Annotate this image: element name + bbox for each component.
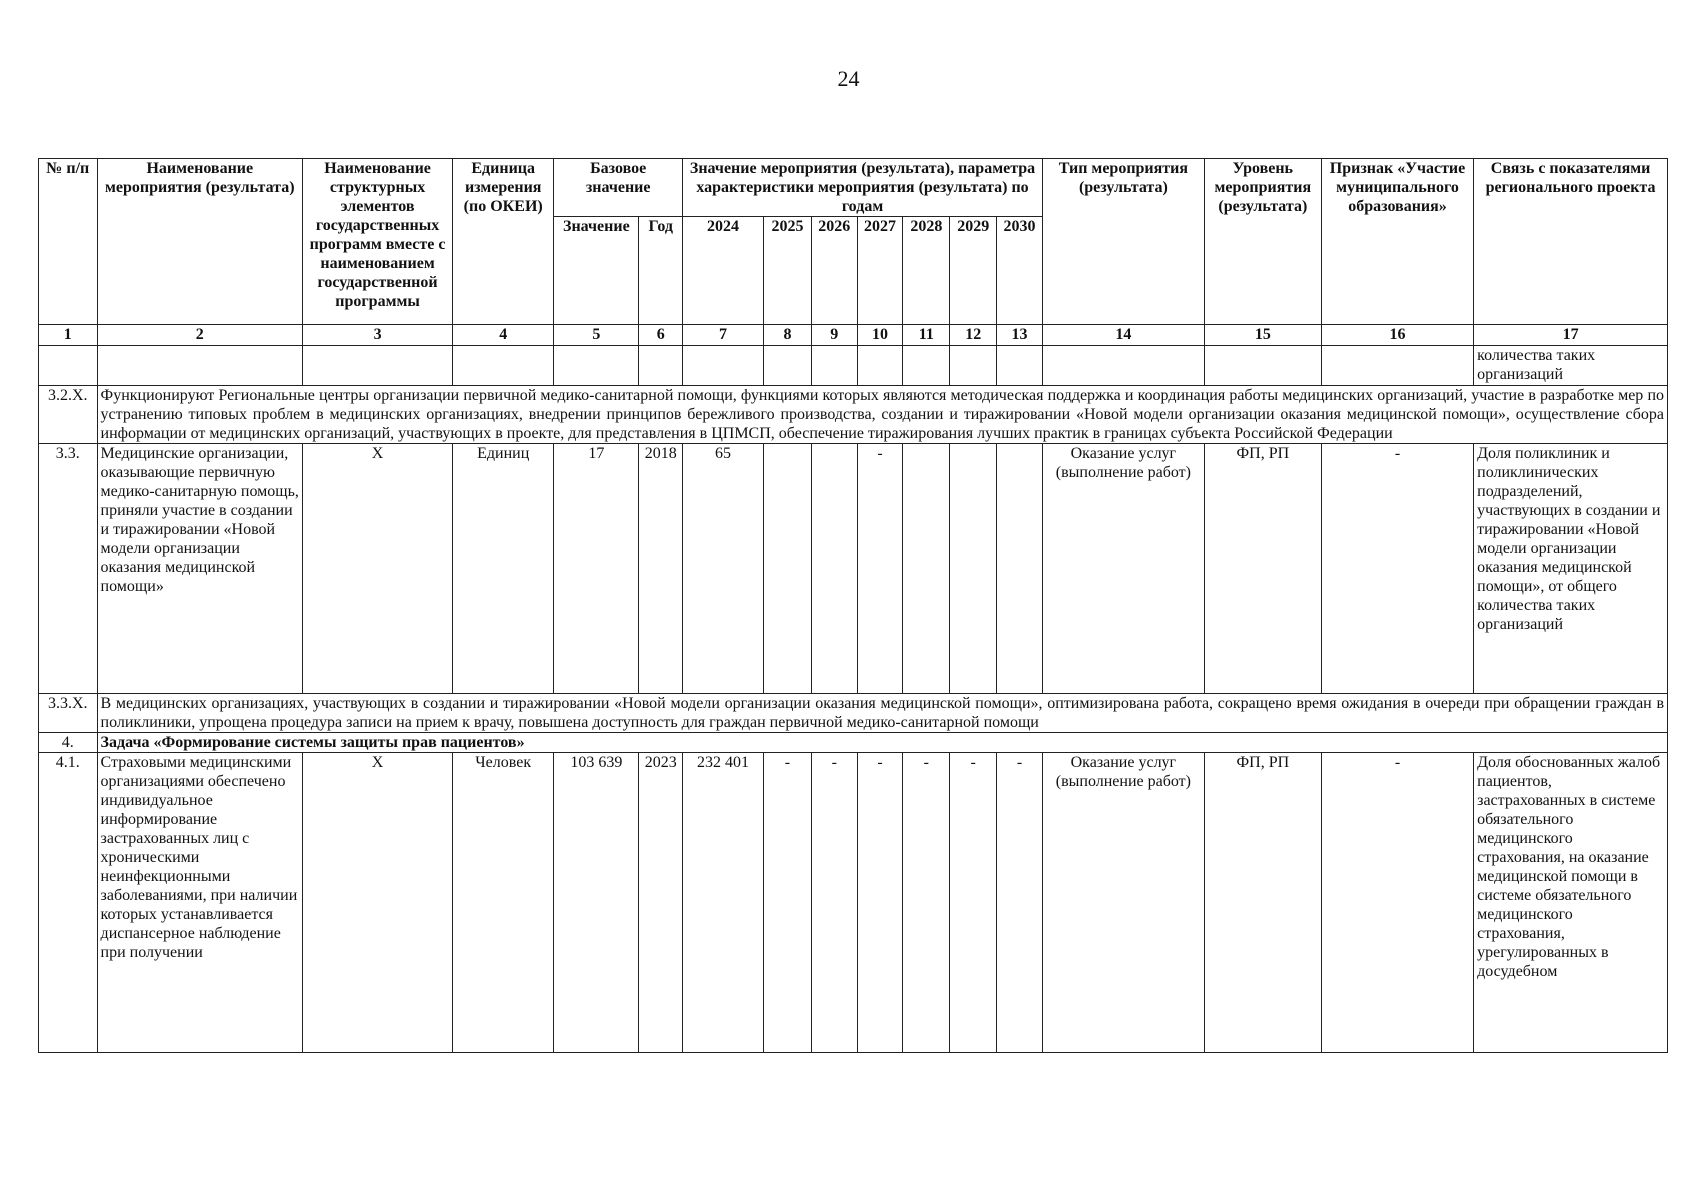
result-description: В медицинских организациях, участвующих в создании и тиражировании «Новой модели организации оказания медицинской помощи», оптимизирована работа, сокращено время ожидания в очереди при обращении граждан в поликлиники, упрощена процедура записи на прием к врачу, повышена доступность для граждан первичной медико-санитарной помощи [97,694,1667,733]
row-number: 4. [39,733,98,753]
header-link: Связь с показателями регионального проекта [1474,159,1668,325]
header-row [39,159,1668,217]
table-row [39,694,1668,733]
header-base: Базовое значение [554,159,683,217]
column-number: 6 [639,325,683,346]
header-year-2030: 2030 [997,217,1043,325]
column-number: 14 [1042,325,1204,346]
column-numbers-row [39,325,1668,346]
continuation-link: количества таких организаций [1474,346,1668,386]
table-row [39,733,1668,753]
activity-name: Медицинские организации, оказывающие первичную медико-санитарную помощь, приняли участие в создании и тиражировании «Новой модели организации оказания медицинской помощи» [97,444,302,694]
activity-type: Оказание услуг (выполнение работ) [1042,444,1204,694]
header-year-2029: 2029 [950,217,997,325]
base-value: 103 639 [554,753,639,1053]
header-municipal: Признак «Участие муниципального образования» [1321,159,1473,325]
header-year-2024: 2024 [683,217,764,325]
activity-level: ФП, РП [1204,444,1321,694]
row-number: 3.3. [39,444,98,694]
value-2030: - [997,753,1043,1053]
column-number: 1 [39,325,98,346]
municipal-flag: - [1321,753,1473,1053]
task-title: Задача «Формирование системы защиты прав пациентов» [97,733,1667,753]
activity-level: ФП, РП [1204,753,1321,1053]
table-row [39,444,1668,694]
value-2028: - [903,753,950,1053]
value-2027: - [857,444,903,694]
value-2024: 65 [683,444,764,694]
base-year: 2018 [639,444,683,694]
column-number: 10 [857,325,903,346]
column-number: 3 [303,325,453,346]
row-number: 3.3.Х. [39,694,98,733]
struct-element: Х [303,753,453,1053]
header-year-2027: 2027 [857,217,903,325]
row-number: 4.1. [39,753,98,1053]
activity-name: Страховыми медицинскими организациями обеспечено индивидуальное информирование застрахованных лиц с хроническими неинфекционными заболеваниями, при наличии которых устанавливается диспансерное наблюдение при получении [97,753,302,1053]
header-year-2026: 2026 [811,217,857,325]
page-number: 24 [837,66,860,91]
row-number: 3.2.Х. [39,386,98,444]
column-number: 7 [683,325,764,346]
unit: Единиц [453,444,554,694]
header-values-title: Значение мероприятия (результата), параметра характеристики мероприятия (результата) по годам [683,159,1043,217]
indicator-link: Доля поликлиник и поликлинических подразделений, участвующих в создании и тиражировании «Новой модели организации оказания медицинской помощи», от общего количества таких организаций [1474,444,1668,694]
header-level: Уровень мероприятия (результата) [1204,159,1321,325]
activities-table [38,158,1668,1053]
indicator-link: Доля обоснованных жалоб пациентов, застрахованных в системе обязательного медицинского страхования, на оказание медицинской помощи в системе обязательного медицинского страхования, урегулированных в досудебном [1474,753,1668,1053]
column-number: 4 [453,325,554,346]
value-2027: - [857,753,903,1053]
column-number: 5 [554,325,639,346]
column-number: 17 [1474,325,1668,346]
table-row [39,753,1668,1053]
column-number: 12 [950,325,997,346]
header-name: Наименование мероприятия (результата) [97,159,302,325]
table-row [39,346,1668,386]
header-base-year: Год [639,217,683,325]
column-number: 8 [763,325,811,346]
header-base-value: Значение [554,217,639,325]
header-num: № п/п [39,159,98,325]
base-year: 2023 [639,753,683,1053]
value-2026: - [811,753,857,1053]
value-2029: - [950,753,997,1053]
column-number: 16 [1321,325,1473,346]
municipal-flag: - [1321,444,1473,694]
base-value: 17 [554,444,639,694]
table-row [39,386,1668,444]
column-number: 15 [1204,325,1321,346]
activity-type: Оказание услуг (выполнение работ) [1042,753,1204,1053]
value-2024: 232 401 [683,753,764,1053]
result-description: Функционируют Региональные центры организации первичной медико-санитарной помощи, функциями которых являются методическая поддержка и координация работы медицинских организаций, участие в разработке мер по устранению типовых проблем в медицинских организациях, внедрении принципов бережливого производства, создании и тиражировании «Новой модели организации оказания медицинской помощи», осуществление сбора информации от медицинских организаций, участвующих в проекте, для представления в ЦПМСП, обеспечение тиражирования лучших практик в границах субъекта Российской Федерации [97,386,1667,444]
column-number: 2 [97,325,302,346]
header-year-2028: 2028 [903,217,950,325]
value-2025: - [763,753,811,1053]
column-number: 13 [997,325,1043,346]
column-number: 11 [903,325,950,346]
header-year-2025: 2025 [763,217,811,325]
unit: Человек [453,753,554,1053]
header-type: Тип мероприятия (результата) [1042,159,1204,325]
column-number: 9 [811,325,857,346]
header-struct: Наименование структурных элементов государственных программ вместе с наименованием государственной программы [303,159,453,325]
header-unit: Единица измерения (по ОКЕИ) [453,159,554,325]
struct-element: Х [303,444,453,694]
